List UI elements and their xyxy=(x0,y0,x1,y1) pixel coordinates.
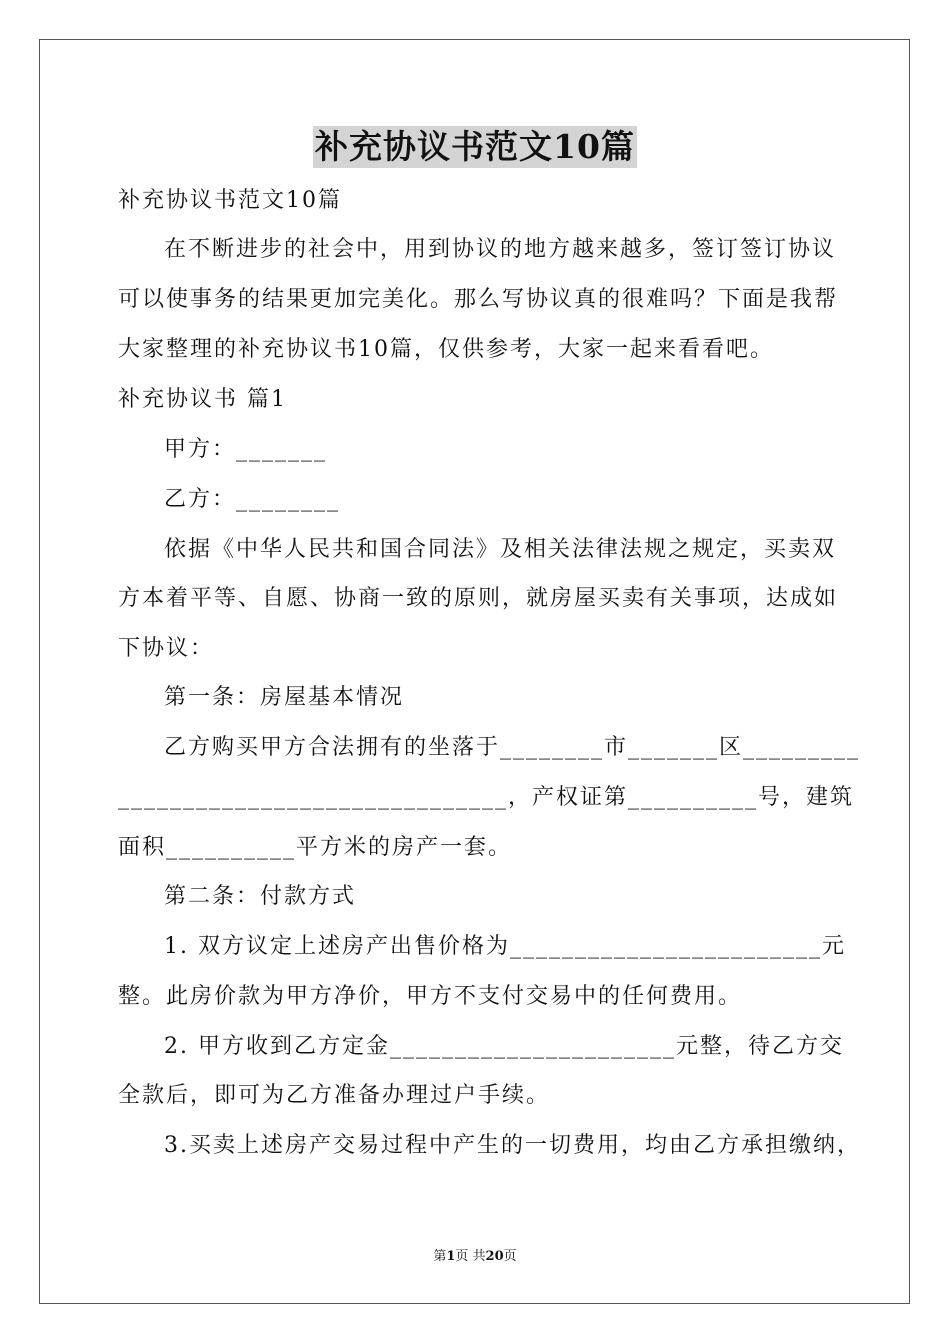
article-heading: 第一条：房屋基本情况 xyxy=(164,685,405,710)
body-line: ______________________________，产权证第__________号，建筑 xyxy=(118,785,855,810)
party-a-line: 甲方：_______ xyxy=(164,437,328,462)
page-border xyxy=(39,39,910,1304)
subtitle-line: 补充协议书范文10篇 xyxy=(118,188,342,213)
footer-suffix: 页 xyxy=(503,1249,517,1264)
body-line: 在不断进步的社会中，用到协议的地方越来越多，签订签订协议 xyxy=(164,237,837,262)
document-title: 补充协议书范文10篇 xyxy=(315,127,635,166)
footer-total-pages: 20 xyxy=(485,1249,504,1264)
section-heading: 补充协议书 篇1 xyxy=(118,387,287,412)
body-line: 方本着平等、自愿、协商一致的原则，就房屋买卖有关事项，达成如 xyxy=(118,586,839,611)
body-line: 整。此房价款为甲方净价，甲方不支付交易中的任何费用。 xyxy=(118,984,743,1009)
title-container xyxy=(0,126,950,168)
footer-middle: 页 共 xyxy=(455,1249,486,1264)
page-footer xyxy=(0,1248,950,1266)
body-line: 下协议： xyxy=(118,636,215,661)
party-b-line: 乙方：________ xyxy=(164,487,341,512)
article-heading: 第二条：付款方式 xyxy=(164,884,357,909)
body-line: 乙方购买甲方合法拥有的坐落于________市_______区_________ xyxy=(164,735,861,760)
body-line: 依据《中华人民共和国合同法》及相关法律法规之规定，买卖双 xyxy=(164,537,837,562)
body-line: 大家整理的补充协议书10篇，仅供参考，大家一起来看看吧。 xyxy=(118,337,774,362)
footer-prefix: 第 xyxy=(433,1249,447,1264)
footer-page-number: 1 xyxy=(446,1249,456,1264)
body-line: 2. 甲方收到乙方定金______________________元整，待乙方交 xyxy=(164,1034,844,1059)
body-line: 面积__________平方米的房产一套。 xyxy=(118,835,513,860)
body-line: 3.买卖上述房产交易过程中产生的一切费用，均由乙方承担缴纳， xyxy=(164,1133,861,1158)
body-line: 1. 双方议定上述房产出售价格为________________________元 xyxy=(164,934,846,959)
body-line: 可以使事务的结果更加完美化。那么写协议真的很难吗？下面是我帮 xyxy=(118,287,839,312)
body-line: 全款后，即可为乙方准备办理过户手续。 xyxy=(118,1083,551,1108)
